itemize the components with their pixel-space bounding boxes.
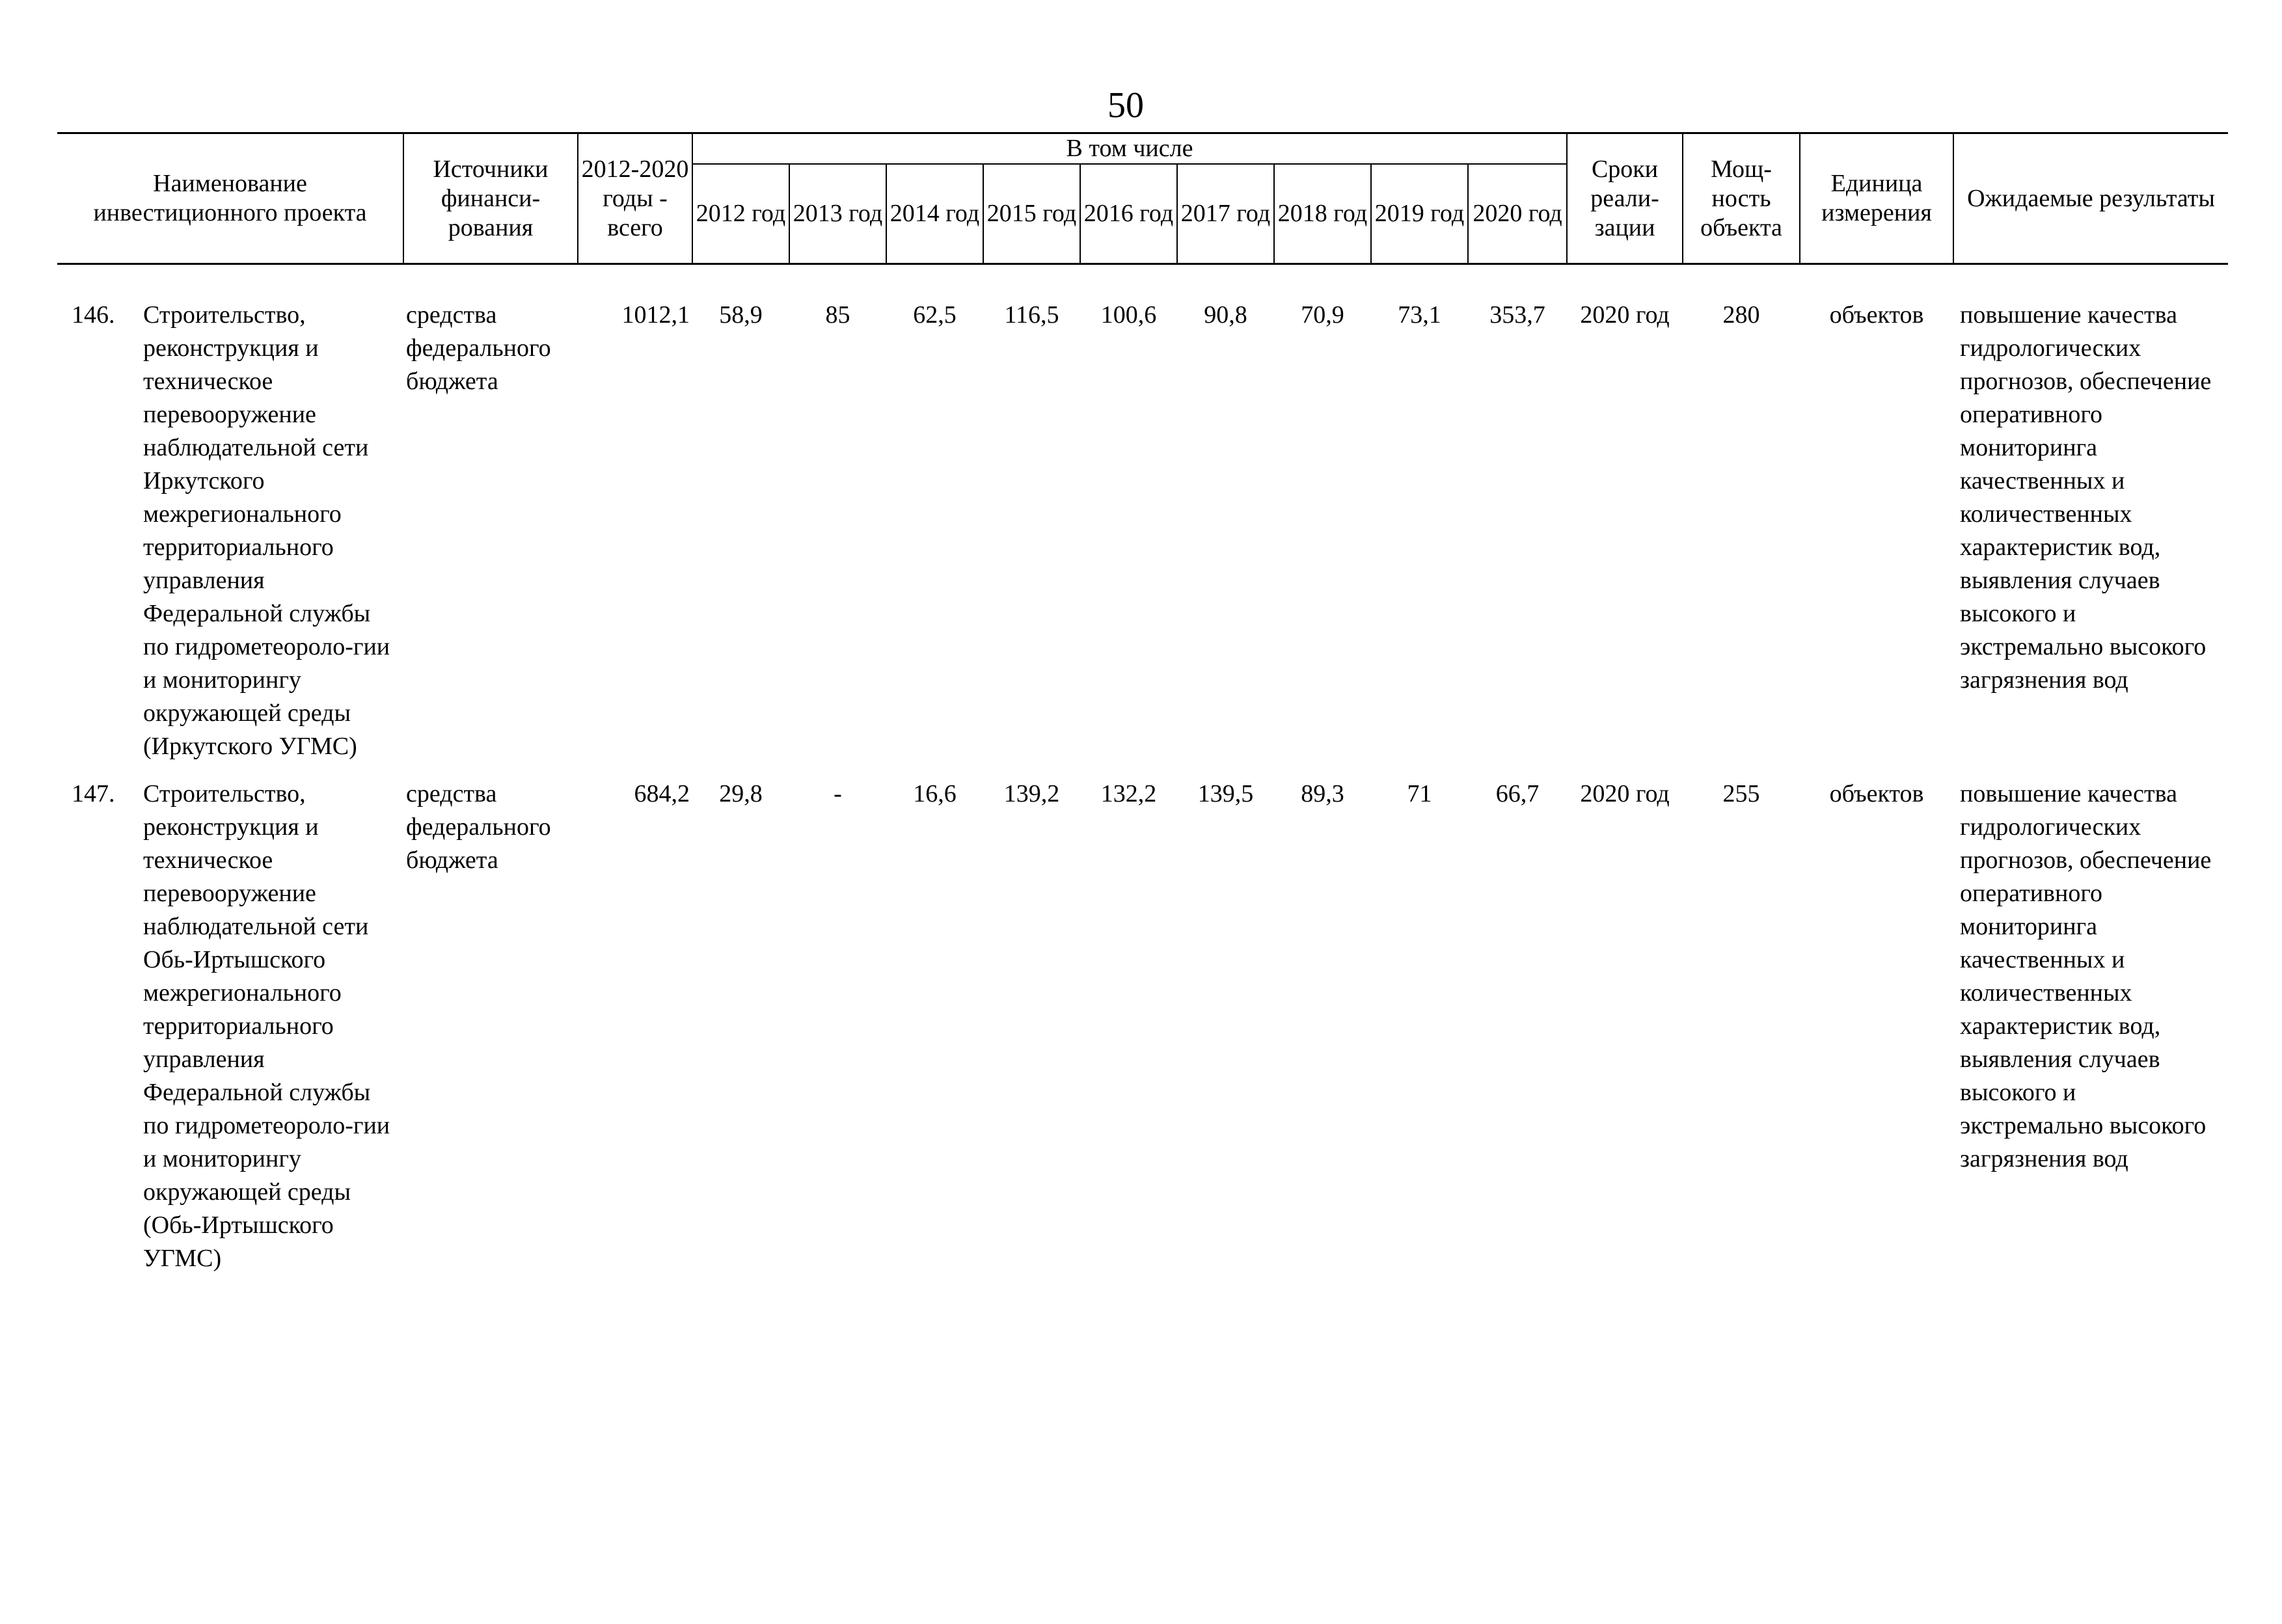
header-year-2019: 2019 год bbox=[1371, 164, 1468, 264]
value-2012: 29,8 bbox=[719, 780, 763, 807]
table-body bbox=[57, 264, 2228, 1276]
funding-source: средства федерального бюджета bbox=[406, 780, 551, 874]
header-deadline: Сроки реали-зации bbox=[1567, 133, 1683, 264]
header-year-2018: 2018 год bbox=[1274, 164, 1371, 264]
capacity-value: 255 bbox=[1722, 780, 1760, 807]
value-2020: 66,7 bbox=[1495, 780, 1540, 807]
total-value: 684,2 bbox=[634, 780, 690, 807]
expected-result: повышение качества гидрологических прогнозов, обеспечение оперативного мониторинга качественных и количественных характеристик вод, выявления случаев высокого и экстремально высокого загрязнения вод bbox=[1960, 780, 2212, 1172]
header-capacity: Мощ-ность объекта bbox=[1683, 133, 1800, 264]
header-year-2013: 2013 год bbox=[789, 164, 886, 264]
expected-result: повышение качества гидрологических прогнозов, обеспечение оперативного мониторинга качественных и количественных характеристик вод, выявления случаев высокого и экстремально высокого загрязнения вод bbox=[1960, 301, 2212, 694]
header-year-2020: 2020 год bbox=[1468, 164, 1567, 264]
value-2017: 90,8 bbox=[1204, 301, 1247, 329]
value-2018: 70,9 bbox=[1301, 301, 1344, 329]
investment-projects-table bbox=[57, 132, 2228, 1275]
header-project-name: Наименование инвестиционного проекта bbox=[57, 133, 403, 264]
header-total: 2012-2020 годы - всего bbox=[578, 133, 692, 264]
value-2019: 71 bbox=[1407, 780, 1432, 807]
header-group-including: В том числе bbox=[692, 133, 1567, 165]
deadline-value: 2020 год bbox=[1580, 301, 1670, 329]
deadline-value: 2020 год bbox=[1580, 780, 1670, 807]
value-2012: 58,9 bbox=[719, 301, 763, 329]
value-2019: 73,1 bbox=[1398, 301, 1441, 329]
project-name: Строительство, реконструкция и техническое перевооружение наблюдательной сети Иркутского межрегионального территориального управления Федеральной службы по гидрометеороло-гии и мониторингу окружающей среды (Иркутского УГМС) bbox=[143, 301, 390, 760]
header-year-2014: 2014 год bbox=[886, 164, 983, 264]
project-name: Строительство, реконструкция и техническое перевооружение наблюдательной сети Обь-Иртышского межрегионального территориального управления Федеральной службы по гидрометеороло-гии и мониторингу окружающей среды (Обь-Иртышского УГМС) bbox=[143, 780, 390, 1272]
header-year-2012: 2012 год bbox=[692, 164, 789, 264]
value-2014: 16,6 bbox=[913, 780, 957, 807]
total-value: 1012,1 bbox=[621, 301, 690, 329]
page-number: 50 bbox=[1107, 85, 1144, 126]
value-2018: 89,3 bbox=[1301, 780, 1344, 807]
unit-value: объектов bbox=[1829, 301, 1924, 329]
unit-value: объектов bbox=[1829, 780, 1924, 807]
value-2015: 116,5 bbox=[1004, 301, 1059, 329]
value-2016: 132,2 bbox=[1100, 780, 1157, 807]
header-year-2015: 2015 год bbox=[983, 164, 1080, 264]
project-name-cell bbox=[57, 763, 403, 1275]
value-2015: 139,2 bbox=[1003, 780, 1060, 807]
project-name-cell bbox=[57, 299, 403, 763]
value-2017: 139,5 bbox=[1197, 780, 1254, 807]
header-year-2016: 2016 год bbox=[1080, 164, 1177, 264]
header-results: Ожидаемые результаты bbox=[1953, 133, 2228, 264]
table-header bbox=[57, 133, 2228, 264]
value-2020: 353,7 bbox=[1489, 301, 1545, 329]
header-funding-source: Источники финанси-рования bbox=[403, 133, 578, 264]
value-2014: 62,5 bbox=[913, 301, 957, 329]
header-unit: Единица измерения bbox=[1800, 133, 1953, 264]
capacity-value: 280 bbox=[1722, 301, 1760, 329]
value-2016: 100,6 bbox=[1100, 301, 1157, 329]
value-2013: - bbox=[834, 780, 842, 807]
table-row bbox=[57, 763, 2228, 1275]
value-2013: 85 bbox=[825, 301, 850, 329]
row-number: 146. bbox=[72, 301, 115, 329]
row-number: 147. bbox=[72, 780, 115, 807]
header-year-2017: 2017 год bbox=[1177, 164, 1274, 264]
funding-source: средства федерального бюджета bbox=[406, 301, 551, 395]
table-row bbox=[57, 299, 2228, 763]
